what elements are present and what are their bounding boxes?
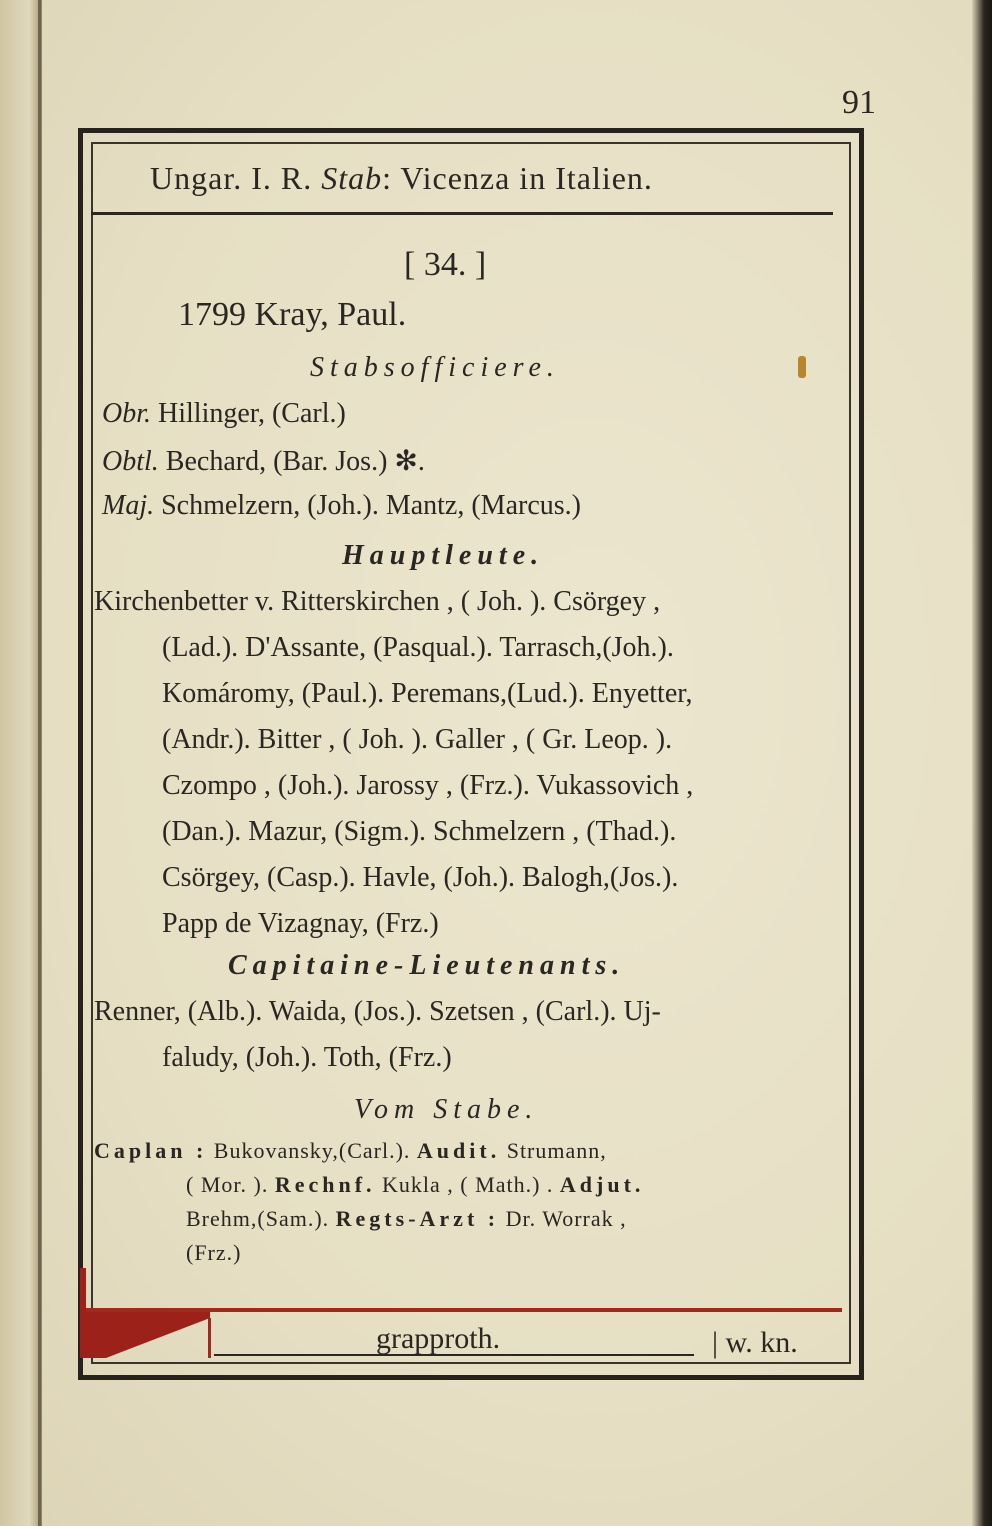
caplan-name: Bukovansky,(Carl.). (213, 1138, 411, 1163)
staff-names: Bechard, (Bar. Jos.) ✻. (165, 446, 425, 477)
facing-color-label: grapproth. (376, 1322, 501, 1355)
staff-names: Hillinger, (Carl.) (158, 398, 346, 429)
hauptleute-line: Czompo , (Joh.). Jarossy , (Frz.). Vukassovich , (162, 770, 694, 801)
adjut-label: Adjut. (559, 1172, 645, 1197)
header-prefix: Ungar. I. R. (150, 160, 313, 196)
hauptleute-line: Kirchenbetter v. Ritterskirchen , ( Joh. ). Csörgey , (94, 586, 661, 617)
capitaine-line: faludy, (Joh.). Toth, (Frz.) (162, 1042, 452, 1073)
rechnf-label: Rechnf. (274, 1172, 376, 1197)
header-stab-label: Stab (321, 160, 383, 196)
header-location: : Vicenza in Italien. (382, 160, 653, 196)
vom-stabe-line (186, 1206, 627, 1232)
staff-entry (102, 490, 581, 522)
audit-name: Strumann, (506, 1138, 607, 1163)
section-title-hauptleute: Hauptleute. (342, 540, 545, 571)
ink-mark (798, 356, 806, 378)
hauptleute-line: Papp de Vizagnay, (Frz.) (162, 908, 439, 939)
caplan-label: Caplan : (94, 1138, 208, 1163)
rank-label: Maj. (102, 490, 155, 521)
regiment-owner: 1799 Kray, Paul. (178, 296, 407, 333)
hauptleute-line: (Dan.). Mazur, (Sigm.). Schmelzern , (Thad.). (162, 816, 677, 847)
rank-label: Obr. (102, 398, 152, 429)
regts-arzt-name: Dr. Worrak , (505, 1206, 627, 1231)
regts-arzt-label: Regts-Arzt : (335, 1206, 500, 1231)
footer-divider (208, 1318, 211, 1358)
facing-color-rule (86, 1308, 842, 1312)
button-color-label: | w. kn. (712, 1326, 798, 1359)
audit-label: Audit. (416, 1138, 501, 1163)
vom-stabe-line (94, 1138, 607, 1164)
hauptleute-line: (Andr.). Bitter , ( Joh. ). Galler , ( Gr. Leop. ). (162, 724, 673, 755)
page-number: 91 (842, 84, 876, 121)
regiment-number: [ 34. ] (404, 246, 487, 283)
staff-names: Schmelzern, (Joh.). Mantz, (Marcus.) (161, 490, 581, 521)
vom-stabe-line: (Frz.) (186, 1240, 242, 1265)
section-title-capitaine-lieutenants: Capitaine-Lieutenants. (228, 950, 626, 981)
audit-first-name: ( Mor. ). (186, 1172, 269, 1197)
section-title-stabsofficiere: Stabsofficiere. (310, 352, 560, 383)
hauptleute-line: (Lad.). D'Assante, (Pasqual.). Tarrasch,(Joh.). (162, 632, 674, 663)
staff-entry (102, 398, 346, 430)
rechnf-name: Kukla , ( Math.) . (382, 1172, 554, 1197)
capitaine-line: Renner, (Alb.). Waida, (Jos.). Szetsen , (Carl.). Uj- (94, 996, 661, 1027)
staff-entry (102, 444, 425, 478)
section-title-vom-stabe: Vom Stabe. (354, 1094, 539, 1125)
rank-label: Obtl. (102, 446, 159, 477)
hauptleute-line: Csörgey, (Casp.). Havle, (Joh.). Balogh,(Jos.). (162, 862, 679, 893)
hauptleute-line: Komáromy, (Paul.). Peremans,(Lud.). Enyetter, (162, 678, 693, 709)
adjut-name: Brehm,(Sam.). (186, 1206, 330, 1231)
vom-stabe-line (186, 1172, 644, 1198)
